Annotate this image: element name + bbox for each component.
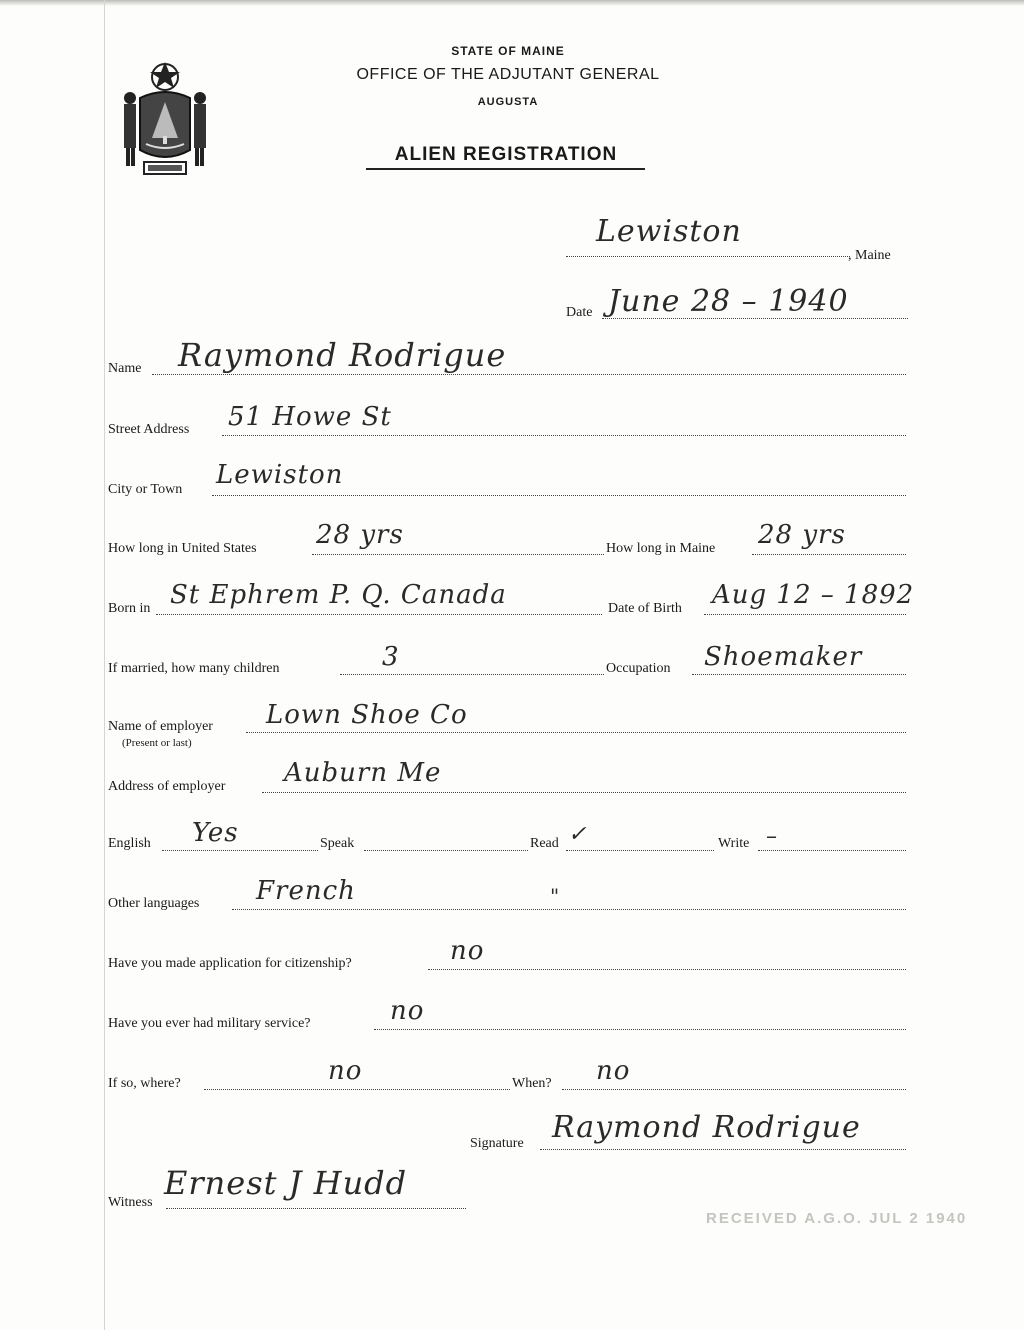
where-line xyxy=(204,1089,510,1090)
how-long-maine-line xyxy=(752,554,906,555)
how-long-maine-value: 28 yrs xyxy=(758,520,846,550)
street-line xyxy=(222,435,906,436)
employer-value: Lown Shoe Co xyxy=(266,700,468,730)
street-label: Street Address xyxy=(108,422,190,437)
where-value: no xyxy=(328,1056,363,1086)
city-label: City or Town xyxy=(108,482,183,497)
witness-line xyxy=(166,1208,466,1209)
employer-label: Name of employer xyxy=(108,719,213,734)
city-line xyxy=(212,495,906,496)
english-value: Yes xyxy=(192,818,239,848)
header-state: STATE OF MAINE xyxy=(451,44,565,58)
born-in-value: St Ephrem P. Q. Canada xyxy=(170,580,507,610)
military-line xyxy=(374,1029,906,1030)
children-label: If married, how many children xyxy=(108,661,280,676)
place-value: Lewiston xyxy=(596,214,742,249)
born-in-line xyxy=(156,614,602,615)
street-value: 51 Howe St xyxy=(228,402,392,432)
name-label: Name xyxy=(108,361,142,376)
page-left-edge xyxy=(104,0,105,1330)
military-label: Have you ever had military service? xyxy=(108,1016,311,1031)
occupation-label: Occupation xyxy=(606,661,671,676)
place-line xyxy=(566,256,850,257)
header-office: OFFICE OF THE ADJUTANT GENERAL xyxy=(356,66,660,83)
signature-label: Signature xyxy=(470,1136,524,1151)
received-stamp: RECEIVED A.G.O. JUL 2 1940 xyxy=(706,1210,968,1227)
employer-address-value: Auburn Me xyxy=(284,758,442,788)
place-label: , Maine xyxy=(848,248,891,263)
other-languages-ditto: " xyxy=(550,884,561,908)
maine-state-seal xyxy=(110,58,220,178)
header-city: AUGUSTA xyxy=(477,96,539,108)
where-label: If so, where? xyxy=(108,1076,181,1091)
military-value: no xyxy=(390,996,425,1026)
employer-address-label: Address of employer xyxy=(108,779,226,794)
how-long-us-line xyxy=(312,554,604,555)
dob-line xyxy=(704,614,906,615)
citizenship-value: no xyxy=(450,936,485,966)
employer-sublabel: (Present or last) xyxy=(122,737,192,749)
children-line xyxy=(340,674,604,675)
read-label: Read xyxy=(530,836,559,851)
write-label: Write xyxy=(718,836,750,851)
born-in-label: Born in xyxy=(108,601,151,616)
witness-label: Witness xyxy=(108,1195,153,1210)
citizenship-line xyxy=(428,969,906,970)
write-value: – xyxy=(766,824,778,849)
employer-address-line xyxy=(262,792,906,793)
other-languages-line xyxy=(232,909,906,910)
when-line xyxy=(562,1089,906,1090)
how-long-maine-label: How long in Maine xyxy=(606,541,716,556)
how-long-us-value: 28 yrs xyxy=(316,520,404,550)
name-line xyxy=(152,374,906,375)
signature-value: Raymond Rodrigue xyxy=(552,1110,861,1145)
occupation-value: Shoemaker xyxy=(704,642,863,672)
form-title-underline xyxy=(366,168,645,170)
english-line xyxy=(162,850,318,851)
read-line xyxy=(566,850,714,851)
children-value: 3 xyxy=(382,642,400,672)
speak-line xyxy=(364,850,528,851)
date-value: June 28 – 1940 xyxy=(608,284,849,319)
date-label: Date xyxy=(566,305,593,320)
write-line xyxy=(758,850,906,851)
read-value: ✓ xyxy=(568,822,588,847)
page-top-edge xyxy=(0,0,1024,6)
when-value: no xyxy=(596,1056,631,1086)
occupation-line xyxy=(692,674,906,675)
when-label: When? xyxy=(512,1076,552,1091)
english-label: English xyxy=(108,836,151,851)
form-title: ALIEN REGISTRATION xyxy=(394,144,618,165)
other-languages-label: Other languages xyxy=(108,896,200,911)
dob-value: Aug 12 – 1892 xyxy=(712,580,915,610)
city-value: Lewiston xyxy=(216,460,344,490)
signature-line xyxy=(540,1149,906,1150)
name-value: Raymond Rodrigue xyxy=(178,336,507,374)
speak-label: Speak xyxy=(320,836,355,851)
dob-label: Date of Birth xyxy=(608,601,682,616)
citizenship-label: Have you made application for citizenship? xyxy=(108,956,352,971)
employer-line xyxy=(246,732,906,733)
witness-value: Ernest J Hudd xyxy=(164,1164,408,1202)
how-long-us-label: How long in United States xyxy=(108,541,257,556)
other-languages-value: French xyxy=(256,876,356,906)
